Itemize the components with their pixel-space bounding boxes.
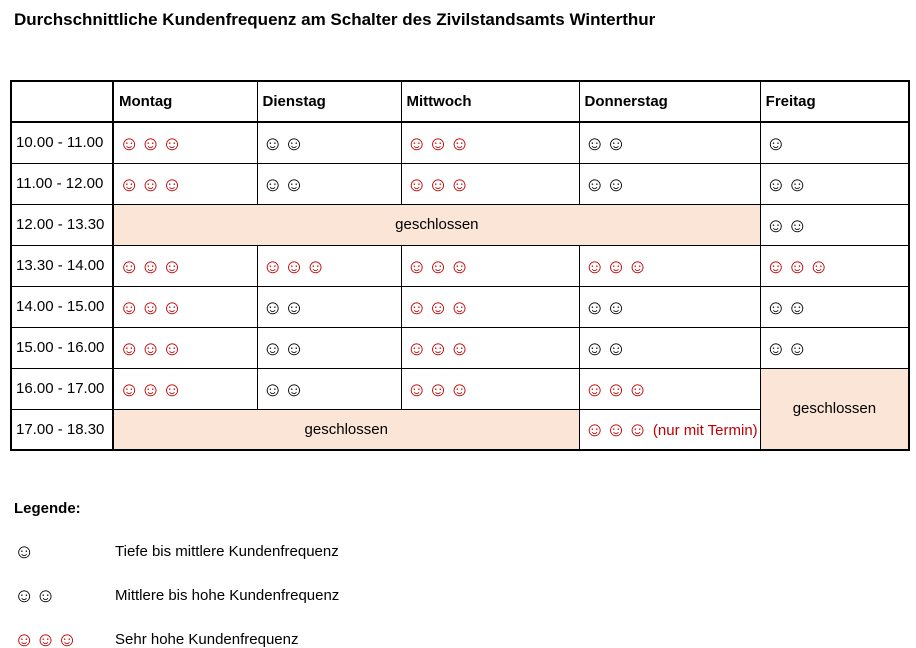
frequency-cell bbox=[401, 163, 579, 204]
legend-item-label: Mittlere bis hohe Kundenfrequenz bbox=[115, 586, 340, 604]
smiley-black-icon: ☺☺ bbox=[262, 132, 306, 155]
table-row bbox=[11, 327, 909, 368]
smiley-red-icon: ☺☺☺ bbox=[119, 173, 184, 196]
frequency-cell bbox=[257, 163, 401, 204]
smiley-red-icon: ☺☺☺ bbox=[262, 255, 327, 278]
frequency-cell bbox=[113, 122, 257, 163]
day-header-donnerstag: Donnerstag bbox=[579, 81, 760, 122]
time-slot-label: 10.00 - 11.00 bbox=[11, 122, 113, 163]
frequency-cell bbox=[257, 327, 401, 368]
day-header-freitag: Freitag bbox=[760, 81, 909, 122]
legend bbox=[14, 500, 916, 648]
legend-item bbox=[14, 629, 916, 648]
legend-item bbox=[14, 585, 916, 605]
frequency-cell bbox=[760, 204, 909, 245]
frequency-cell bbox=[113, 327, 257, 368]
legend-item-label: Tiefe bis mittlere Kundenfrequenz bbox=[115, 542, 339, 560]
header-row bbox=[11, 81, 909, 122]
frequency-cell bbox=[113, 368, 257, 409]
frequency-cell bbox=[113, 163, 257, 204]
smiley-black-icon: ☺☺ bbox=[584, 132, 628, 155]
table-row bbox=[11, 204, 909, 245]
time-slot-label: 11.00 - 12.00 bbox=[11, 163, 113, 204]
appointment-note: (nur mit Termin) bbox=[648, 422, 758, 440]
frequency-cell bbox=[579, 286, 760, 327]
page-title: Durchschnittliche Kundenfrequenz am Schalter des Zivilstandsamts Winterthur bbox=[14, 10, 656, 29]
smiley-red-icon: ☺☺☺ bbox=[584, 378, 649, 401]
smiley-red-icon: ☺☺☺ bbox=[406, 173, 471, 196]
frequency-cell bbox=[401, 245, 579, 286]
smiley-black-icon: ☺☺ bbox=[14, 584, 57, 607]
time-slot-label: 17.00 - 18.30 bbox=[11, 409, 113, 450]
closed-cell: geschlossen bbox=[760, 368, 909, 450]
smiley-red-icon: ☺☺☺ bbox=[765, 255, 830, 278]
smiley-black-icon: ☺☺ bbox=[765, 337, 809, 360]
day-header-dienstag: Dienstag bbox=[257, 81, 401, 122]
closed-cell: geschlossen bbox=[113, 409, 579, 450]
frequency-cell bbox=[760, 245, 909, 286]
smiley-red-icon: ☺☺☺ bbox=[119, 296, 184, 319]
smiley-black-icon: ☺☺ bbox=[765, 214, 809, 237]
smiley-black-icon: ☺☺ bbox=[765, 296, 809, 319]
corner-cell bbox=[11, 81, 113, 122]
frequency-cell bbox=[401, 327, 579, 368]
smiley-red-icon: ☺☺☺ bbox=[406, 337, 471, 360]
smiley-black-icon: ☺☺ bbox=[584, 337, 628, 360]
smiley-red-icon: ☺☺☺ bbox=[119, 378, 184, 401]
table-body bbox=[11, 122, 909, 450]
day-header-mittwoch: Mittwoch bbox=[401, 81, 579, 122]
legend-item-label: Sehr hohe Kundenfrequenz bbox=[115, 630, 299, 648]
frequency-cell bbox=[579, 122, 760, 163]
table-header bbox=[11, 81, 909, 122]
frequency-cell bbox=[579, 327, 760, 368]
smiley-black-icon: ☺ bbox=[14, 540, 36, 563]
frequency-table bbox=[10, 80, 910, 451]
frequency-cell bbox=[760, 122, 909, 163]
table-row bbox=[11, 122, 909, 163]
legend-icon-wrap bbox=[14, 541, 115, 562]
frequency-cell bbox=[760, 327, 909, 368]
smiley-black-icon: ☺☺ bbox=[262, 173, 306, 196]
smiley-black-icon: ☺☺ bbox=[262, 378, 306, 401]
table-row bbox=[11, 163, 909, 204]
day-header-montag: Montag bbox=[113, 81, 257, 122]
smiley-red-icon: ☺☺☺ bbox=[119, 255, 184, 278]
smiley-red-icon: ☺☺☺ bbox=[406, 255, 471, 278]
frequency-cell bbox=[579, 163, 760, 204]
frequency-cell bbox=[760, 163, 909, 204]
frequency-cell bbox=[579, 245, 760, 286]
frequency-cell bbox=[760, 286, 909, 327]
frequency-cell bbox=[113, 286, 257, 327]
smiley-red-icon: ☺☺☺ bbox=[119, 132, 184, 155]
frequency-cell bbox=[257, 245, 401, 286]
time-slot-label: 13.30 - 14.00 bbox=[11, 245, 113, 286]
smiley-black-icon: ☺☺ bbox=[584, 296, 628, 319]
frequency-cell bbox=[257, 122, 401, 163]
frequency-cell bbox=[257, 286, 401, 327]
time-slot-label: 15.00 - 16.00 bbox=[11, 327, 113, 368]
frequency-cell bbox=[579, 409, 760, 450]
smiley-black-icon: ☺ bbox=[765, 132, 788, 155]
frequency-cell bbox=[579, 368, 760, 409]
table-row bbox=[11, 368, 909, 409]
smiley-red-icon: ☺☺☺ bbox=[119, 337, 184, 360]
time-slot-label: 12.00 - 13.30 bbox=[11, 204, 113, 245]
legend-items bbox=[14, 541, 916, 648]
legend-icon-wrap bbox=[14, 585, 115, 606]
closed-cell: geschlossen bbox=[113, 204, 760, 245]
smiley-black-icon: ☺☺ bbox=[262, 337, 306, 360]
smiley-red-icon: ☺☺☺ bbox=[584, 419, 649, 442]
frequency-cell bbox=[401, 368, 579, 409]
smiley-black-icon: ☺☺ bbox=[262, 296, 306, 319]
time-slot-label: 16.00 - 17.00 bbox=[11, 368, 113, 409]
smiley-red-icon: ☺☺☺ bbox=[14, 628, 79, 648]
frequency-cell bbox=[257, 368, 401, 409]
smiley-red-icon: ☺☺☺ bbox=[406, 378, 471, 401]
legend-item bbox=[14, 541, 916, 561]
smiley-black-icon: ☺☺ bbox=[765, 173, 809, 196]
frequency-cell bbox=[113, 245, 257, 286]
legend-title: Legende: bbox=[14, 500, 81, 517]
table-row bbox=[11, 286, 909, 327]
smiley-red-icon: ☺☺☺ bbox=[406, 132, 471, 155]
time-slot-label: 14.00 - 15.00 bbox=[11, 286, 113, 327]
table-row bbox=[11, 245, 909, 286]
legend-icon-wrap bbox=[14, 629, 115, 648]
frequency-cell bbox=[401, 122, 579, 163]
smiley-black-icon: ☺☺ bbox=[584, 173, 628, 196]
smiley-red-icon: ☺☺☺ bbox=[584, 255, 649, 278]
frequency-cell bbox=[401, 286, 579, 327]
smiley-red-icon: ☺☺☺ bbox=[406, 296, 471, 319]
